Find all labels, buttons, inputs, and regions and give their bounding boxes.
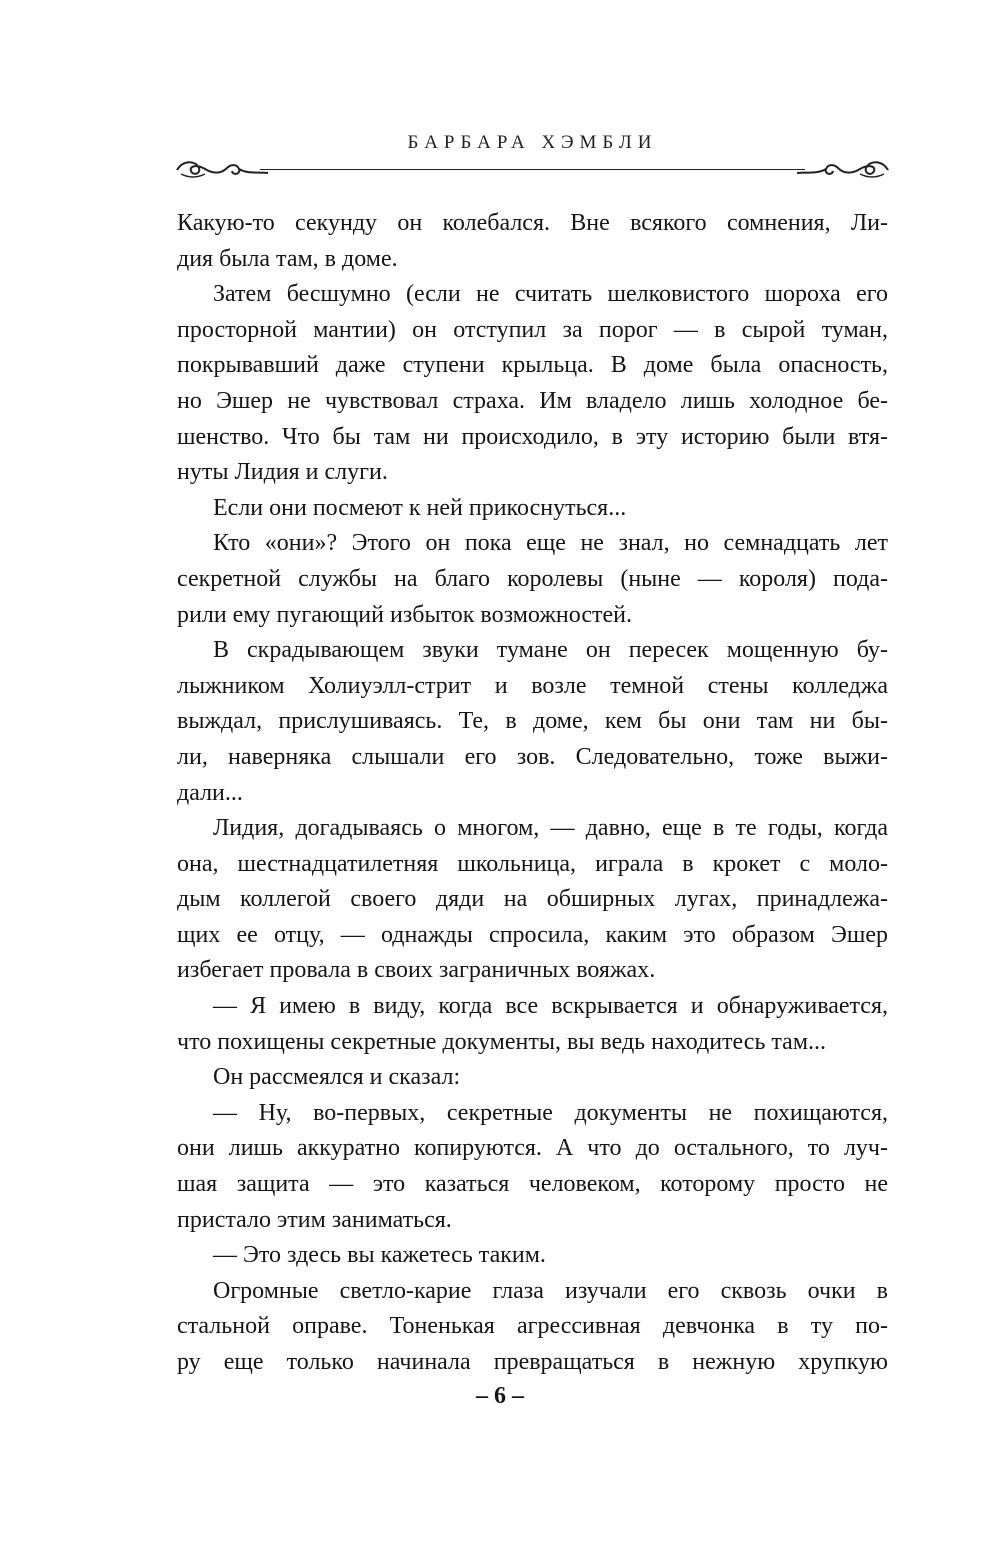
text-line: дия была там, в доме. [177, 245, 398, 272]
text-line: Затем бесшумно (если не считать шелковистого шороха его [213, 281, 888, 308]
text-line: рили ему пугающий избыток возможностей. [177, 601, 632, 628]
body-text [177, 206, 888, 1381]
text-line: они лишь аккуратно копируются. А что до остального, то луч- [177, 1135, 888, 1162]
text-line: щих ее отцу, — однажды спросила, каким это образом Эшер [177, 921, 888, 948]
text-line: но Эшер не чувствовал страха. Им владело лишь холодное бе- [177, 387, 888, 414]
text-line: Какую-то секунду он колебался. Вне всякого сомнения, Ли- [177, 210, 888, 236]
text-line: выждал, прислушиваясь. Те, в доме, кем бы они там ни бы- [177, 708, 888, 735]
text-line: стальной оправе. Тоненькая агрессивная девчонка в ту по- [177, 1313, 888, 1340]
text-line: Огромные светло-карие глаза изучали его сквозь очки в [213, 1277, 888, 1304]
text-line: шенство. Что бы там ни происходило, в эту историю были втя- [177, 423, 888, 450]
text-line: ру еще только начинала превращаться в нежную хрупкую [177, 1349, 888, 1375]
text-line: В скрадывающем звуки тумане он пересек мощенную бу- [213, 637, 888, 664]
author-name: БАРБАРА ХЭМБЛИ [407, 132, 658, 153]
text-line: дым коллегой своего дяди на обширных лугах, принадлежа- [177, 886, 888, 913]
text-line: нуты Лидия и слуги. [177, 459, 388, 486]
text-line: что похищены секретные документы, вы ведь находитесь там... [177, 1028, 827, 1055]
page-number: – 6 – [476, 1383, 524, 1409]
text-line: лыжником Холиуэлл-стрит и возле темной стены колледжа [177, 672, 888, 699]
text-line: Он рассмеялся и сказал: [213, 1064, 461, 1091]
text-line: шая защита — это казаться человеком, которому просто не [177, 1171, 888, 1198]
text-line: покрывавший даже ступени крыльца. В доме была опасность, [177, 352, 888, 379]
running-header [175, 120, 890, 190]
header-rule [260, 169, 805, 170]
text-line: — Ну, во-первых, секретные документы не похищаются, [213, 1099, 888, 1126]
text-line: пристало этим заниматься. [177, 1206, 452, 1233]
text-line: она, шестнадцатилетняя школьница, играла в крокет с моло- [177, 850, 888, 877]
text-line: Кто «они»? Этого он пока еще не знал, но семнадцать лет [213, 530, 888, 557]
text-line: — Я имею в виду, когда все вскрывается и обнаруживается, [213, 993, 888, 1020]
text-line: Если они посмеют к ней прикоснуться... [213, 494, 627, 521]
text-line: секретной службы на благо королевы (ныне — короля) пода- [177, 565, 888, 592]
text-line: избегает провала в своих заграничных вояжах. [177, 957, 656, 984]
text-line: просторной мантии) он отступил за порог — в сырой туман, [177, 316, 888, 343]
text-line: ли, наверняка слышали его зов. Следовательно, тоже выжи- [177, 743, 888, 770]
flourish-right-icon [795, 154, 890, 184]
flourish-left-icon [175, 154, 270, 184]
text-line: дали... [177, 779, 243, 806]
text-line: Лидия, догадываясь о многом, — давно, еще в те годы, когда [213, 815, 888, 842]
text-line: — Это здесь вы кажетесь таким. [213, 1242, 546, 1269]
